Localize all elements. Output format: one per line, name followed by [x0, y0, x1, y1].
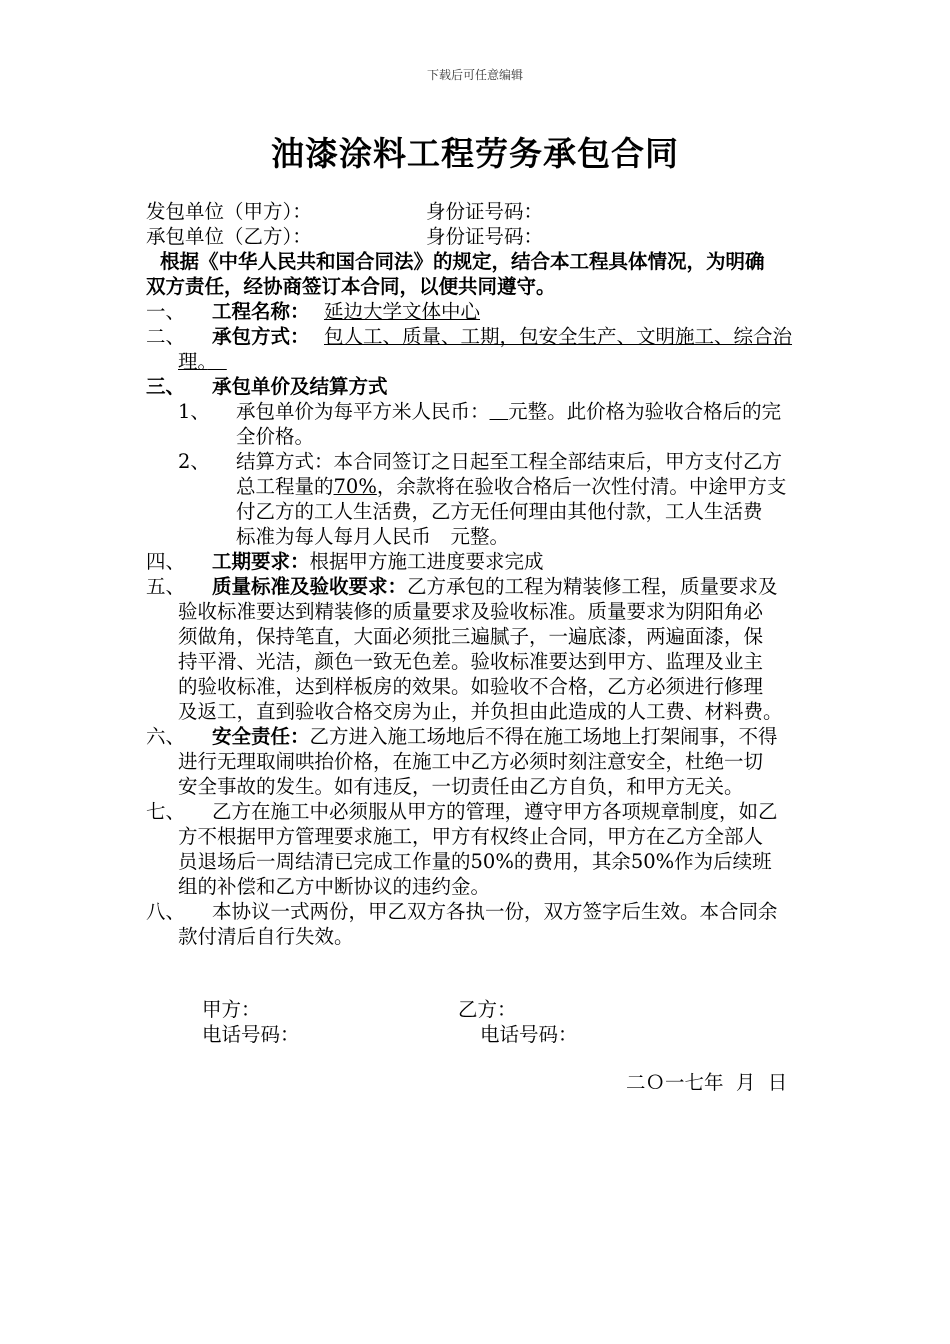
section-7-number: 七、: [146, 800, 186, 823]
party-b-label: 承包单位（乙方）：: [146, 225, 312, 248]
contract-mode-value-line-1: 包人工、质量、工期，包安全生产、文明施工、综合治: [324, 325, 793, 348]
section-2-number: 二、: [146, 325, 186, 348]
item-3-1-line-1: 承包单价为每平方米人民币： 元整。此价格为验收合格后的完: [236, 400, 782, 423]
item-3-2-line-4: 标准为每人每月人民币 元整。: [236, 525, 510, 548]
section-8-number: 八、: [146, 900, 186, 923]
document-title: 油漆涂料工程劳务承包合同: [271, 134, 679, 173]
contract-date: 二Ｏ一七年 月 日: [626, 1071, 788, 1094]
section-4-number: 四、: [146, 550, 186, 573]
payment-percentage: 70%: [333, 475, 377, 498]
section-3-number: 三、: [146, 375, 186, 398]
section-5-line-2: 验收标准要达到精装修的质量要求及验收标准。质量要求为阴阳角必: [178, 600, 764, 623]
preamble-line-1: 根据《中华人民共和国合同法》的规定，结合本工程具体情况，为明确: [160, 250, 765, 273]
section-7-line-4: 组的补偿和乙方中断协议的违约金。: [178, 875, 491, 898]
section-7-line-3: 员退场后一周结清已完成工作量的50%的费用，其余50%作为后续班: [178, 850, 772, 873]
section-5-line-4: 持平滑、光洁，颜色一致无色差。验收标准要达到甲方、监理及业主: [178, 650, 764, 673]
section-5-line-6: 及返工，直到验收合格交房为止，并负担由此造成的人工费、材料费。: [178, 700, 783, 723]
section-6-line-1: 安全责任：乙方进入施工场地后不得在施工场地上打架闹事，不得: [212, 725, 778, 748]
item-3-2-line-1: 结算方式：本合同签订之日起至工程全部结束后，甲方支付乙方: [236, 450, 783, 473]
section-6-line-3: 安全事故的发生。如有违反，一切责任由乙方自负，和甲方无关。: [178, 775, 744, 798]
section-5-number: 五、: [146, 575, 186, 598]
item-3-2-number: 2、: [178, 450, 210, 473]
item-3-1-number: 1、: [178, 400, 210, 423]
section-7-line-1: 乙方在施工中必须服从甲方的管理，遵守甲方各项规章制度，如乙: [212, 800, 778, 823]
section-5-line-1: 质量标准及验收要求：乙方承包的工程为精装修工程，质量要求及: [212, 575, 778, 598]
signature-party-a-label: 甲方：: [202, 998, 261, 1021]
section-6-line-2: 进行无理取闹哄抬价格，在施工中乙方必须时刻注意安全，杜绝一切: [178, 750, 764, 773]
signature-party-b-phone: 电话号码：: [480, 1023, 578, 1046]
party-a-label: 发包单位（甲方）：: [146, 200, 312, 223]
signature-party-b-label: 乙方：: [458, 998, 517, 1021]
item-3-2-line-2: 总工程量的70%，余款将在验收合格后一次性付清。中途甲方支: [236, 475, 787, 498]
item-3-1-line-2: 全价格。: [236, 425, 315, 448]
section-5-line-3: 须做角，保持笔直，大面必须批三遍腻子，一遍底漆，两遍面漆，保: [178, 625, 764, 648]
party-a-id-label: 身份证号码：: [426, 200, 544, 223]
section-1-number: 一、: [146, 300, 186, 323]
item-3-2-line-3: 付乙方的工人生活费，乙方无任何理由其他付款，工人生活费: [236, 500, 763, 523]
preamble-line-2: 双方责任，经协商签订本合同，以便共同遵守。: [146, 275, 556, 298]
section-8-line-1: 本协议一式两份，甲乙双方各执一份，双方签字后生效。本合同余: [212, 900, 778, 923]
project-name-value: 延边大学文体中心: [324, 300, 481, 323]
contract-mode-value-line-2: 理。: [178, 350, 208, 373]
signature-party-a-phone: 电话号码：: [202, 1023, 300, 1046]
party-b-id-label: 身份证号码：: [426, 225, 544, 248]
section-8-line-2: 款付清后自行失效。: [178, 925, 354, 948]
section-2-label: 承包方式：: [212, 325, 310, 348]
section-6-number: 六、: [146, 725, 186, 748]
section-4-text: 工期要求：根据甲方施工进度要求完成: [212, 550, 544, 573]
section-1-label: 工程名称：: [212, 300, 310, 323]
page-header: 下载后可任意编辑: [426, 68, 523, 82]
section-3-label: 承包单价及结算方式: [212, 375, 388, 398]
section-7-line-2: 方不根据甲方管理要求施工，甲方有权终止合同，甲方在乙方全部人: [178, 825, 764, 848]
section-5-line-5: 的验收标准，达到样板房的效果。如验收不合格，乙方必须进行修理: [178, 675, 764, 698]
